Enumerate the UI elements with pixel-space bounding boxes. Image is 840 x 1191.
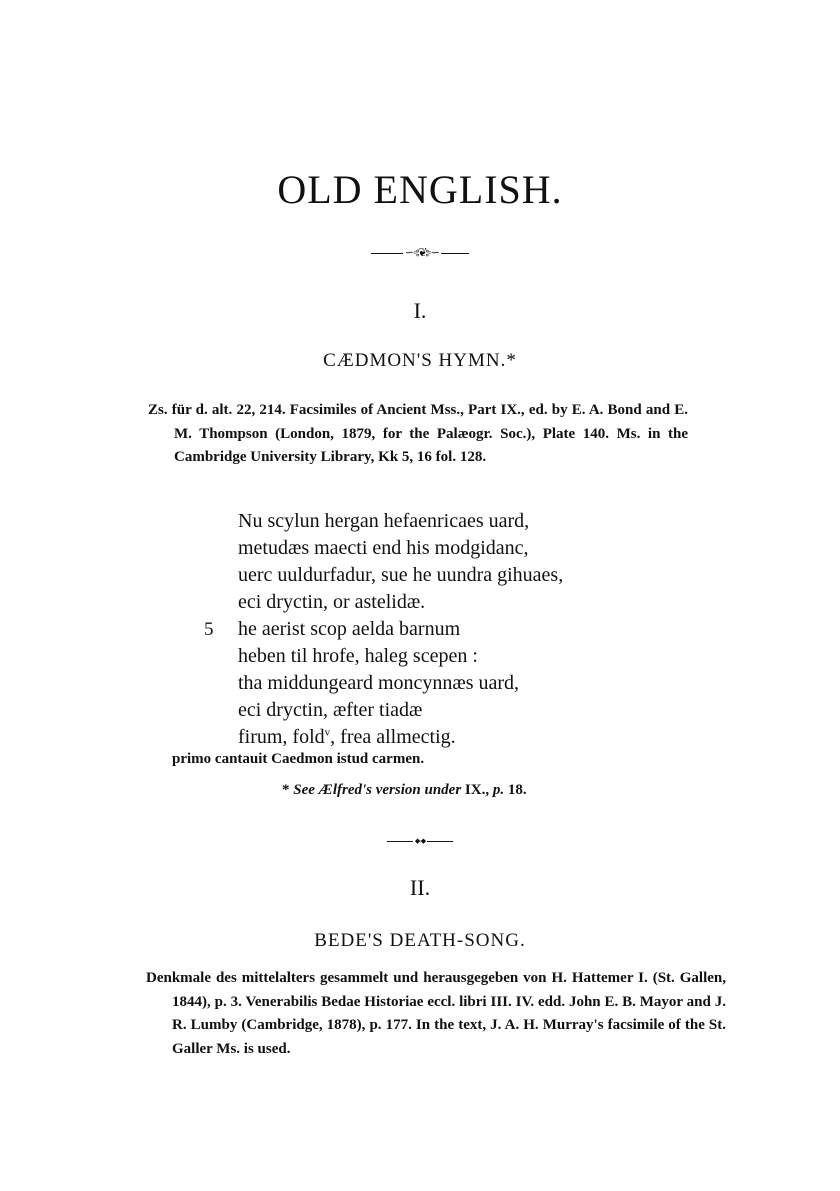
footnote — [282, 782, 527, 799]
poem-line: heben til hrofe, haleg scepen : — [238, 645, 478, 667]
poem-line-text: he aerist scop aelda barnum — [238, 618, 461, 640]
ornament-rule — [427, 841, 453, 842]
bibliography-text: Zs. für d. alt. 22, 214. Facsimiles of Ancient Mss., Part IX., ed. by E. A. Bond and E. M. Thompson (London, 1879, for the Palæogr. Soc.), Plate 140. Ms. in the Cambridge University Library, Kk 5, 16 fol. 128. — [148, 402, 688, 465]
poem-line: metudæs maecti end his modgidanc, — [238, 537, 529, 559]
ornament-rule — [371, 253, 403, 254]
footnote-text: See Ælfred's version under — [293, 782, 462, 798]
colophon: primo cantauit Caedmon istud carmen. — [172, 751, 425, 767]
superscript-mark: v — [324, 726, 331, 739]
bibliography-note — [148, 399, 688, 470]
bibliography-text: Denkmale des mittelalters gesammelt und herausgegeben von H. Hattemer I. (St. Gallen, 1844), p. 3. Venerabilis Bedae Historiae eccl. libri III. IV. edd. John E. B. Mayor and J. R. Lumby (Cambridge, 1878), p. 177. In the text, J. A. H. Murray's facsimile of the St. Galler Ms. is used. — [146, 970, 726, 1057]
ornament-rule — [441, 253, 469, 254]
footnote-reference: IX., — [464, 782, 490, 798]
section-heading: BEDE'S DEATH-SONG. — [314, 930, 526, 951]
poem-line: eci dryctin, or astelidæ. — [238, 591, 426, 613]
footnote-mark: * — [282, 782, 290, 798]
poem-line-part: firum, fold — [238, 726, 325, 748]
page-title: OLD ENGLISH. — [277, 167, 563, 212]
poem-line-numbered — [204, 616, 658, 643]
section-heading: CÆDMON'S HYMN.* — [323, 350, 517, 371]
poem-line: tha middungeard moncynnæs uard, — [238, 672, 520, 694]
bibliography-note — [146, 967, 726, 1061]
diamond-icon: ◆◦◆ — [414, 837, 426, 845]
poem-line-part: , frea allmectig. — [330, 726, 456, 748]
section-numeral: II. — [409, 875, 431, 900]
footnote-page-number: 18. — [507, 782, 527, 798]
footnote-page-label: p. — [492, 782, 505, 798]
fleuron-icon: ∽◦⦂❦⦂◦∽ — [404, 247, 440, 259]
ornament-rule — [387, 841, 413, 842]
poem-line: uerc uuldurfadur, sue he uundra gihuaes, — [238, 564, 564, 586]
ornament-divider — [0, 836, 840, 847]
poem-line: Nu scylun hergan hefaenricaes uard, — [238, 510, 530, 532]
ornament-divider — [0, 248, 840, 259]
poem-line-last — [238, 724, 658, 751]
poem — [204, 508, 658, 751]
section-numeral: I. — [413, 298, 427, 323]
poem-line: eci dryctin, æfter tiadæ — [238, 699, 423, 721]
line-number: 5 — [204, 619, 214, 640]
